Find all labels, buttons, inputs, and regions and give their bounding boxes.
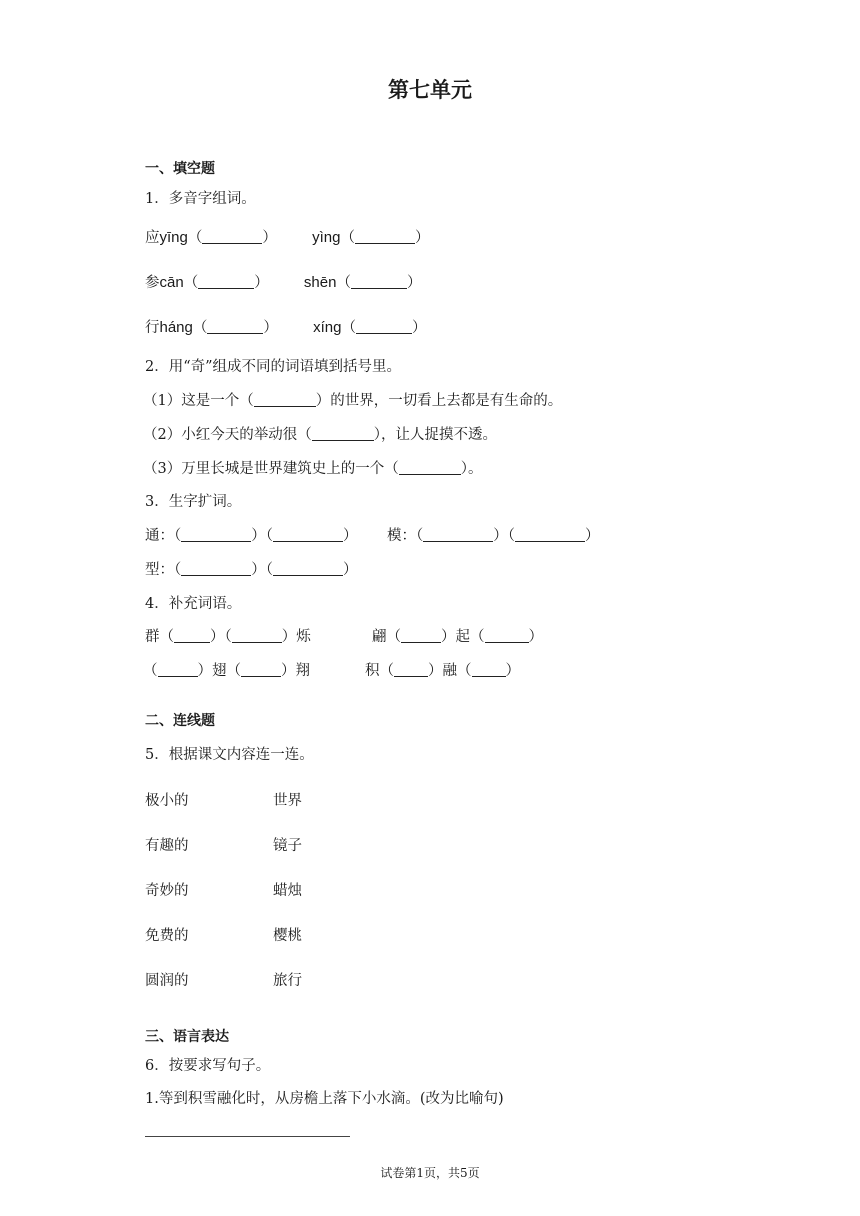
item-text: ）的世界，一切看上去都是有生命的。 — [315, 393, 563, 409]
question-5-prompt: 5．根据课文内容连一连。 — [145, 747, 314, 763]
answer-blank[interactable] — [254, 392, 316, 407]
idiom-char: 翔 — [295, 663, 310, 679]
answer-blank[interactable] — [198, 274, 254, 289]
answer-blank[interactable] — [202, 229, 262, 244]
answer-blank[interactable] — [181, 561, 251, 576]
match-right-item[interactable]: 世界 — [273, 793, 302, 809]
question-1-prompt: 1．多音字组词。 — [145, 191, 256, 207]
answer-blank[interactable] — [158, 662, 198, 677]
target-char: 型 — [145, 562, 160, 578]
answer-blank[interactable] — [423, 527, 493, 542]
polyphone-row-1: 应yīng（ ） yìng（ ） — [145, 229, 430, 246]
polyphone-char: 应 — [145, 230, 160, 246]
question-4-prompt: 4．补充词语。 — [145, 596, 242, 612]
target-char: 通 — [145, 528, 160, 544]
pinyin: yìng — [312, 229, 341, 246]
question-6-item-1: 1.等到积雪融化时，从房檐上落下小水滴。(改为比喻句) — [145, 1091, 504, 1107]
item-text: ）。 — [460, 461, 483, 477]
word-expansion-row-1: 通：（ ）（ ） — [145, 528, 358, 544]
item-text: （1）这是一个（ — [143, 393, 254, 409]
section-heading-fill-in: 一、填空题 — [145, 161, 215, 177]
idiom-completion-4: 积（ ）融（ ） — [365, 663, 520, 679]
question-2-item-1 — [143, 389, 562, 410]
idiom-char: 翅 — [212, 663, 227, 679]
answer-blank[interactable] — [174, 628, 210, 643]
match-left-item[interactable]: 免费的 — [145, 928, 189, 944]
section-heading-matching: 二、连线题 — [145, 713, 215, 729]
question-2-item-3 — [143, 457, 482, 478]
answer-line[interactable] — [145, 1136, 350, 1137]
answer-blank[interactable] — [207, 319, 263, 334]
question-2-item-2 — [143, 423, 497, 444]
word-expansion-row-3: 型：（ ）（ ） — [145, 562, 358, 578]
answer-blank[interactable] — [273, 527, 343, 542]
polyphone-row-3: 行háng（ ） xíng（ ） — [145, 319, 427, 336]
idiom-completion-2: 翩（ ）起（ ） — [372, 629, 543, 645]
polyphone-row-2: 参cān（ ） shēn（ ） — [145, 274, 422, 291]
answer-blank[interactable] — [401, 628, 441, 643]
answer-blank[interactable] — [355, 229, 415, 244]
match-left-item[interactable]: 圆润的 — [145, 973, 189, 989]
idiom-completion-1: 群（ ）（ ）烁 — [145, 629, 311, 645]
answer-blank[interactable] — [394, 662, 428, 677]
match-left-item[interactable]: 有趣的 — [145, 838, 189, 854]
page-footer: 试卷第1页，共5页 — [380, 1166, 480, 1180]
answer-blank[interactable] — [472, 662, 506, 677]
pinyin: yīng — [159, 229, 188, 246]
answer-blank[interactable] — [312, 426, 374, 441]
answer-blank[interactable] — [241, 662, 281, 677]
match-right-item[interactable]: 镜子 — [273, 838, 302, 854]
match-right-item[interactable]: 樱桃 — [273, 928, 302, 944]
page-title: 第七单元 — [388, 78, 472, 102]
target-char: 模 — [387, 528, 402, 544]
answer-blank[interactable] — [356, 319, 412, 334]
answer-blank[interactable] — [399, 460, 461, 475]
polyphone-char: 行 — [145, 320, 160, 336]
answer-blank[interactable] — [232, 628, 282, 643]
idiom-char: 起 — [455, 629, 470, 645]
idiom-char: 烁 — [296, 629, 311, 645]
match-left-item[interactable]: 极小的 — [145, 793, 189, 809]
idiom-char: 翩 — [372, 629, 387, 645]
answer-blank[interactable] — [485, 628, 529, 643]
section-heading-expression: 三、语言表达 — [145, 1029, 229, 1045]
pinyin: xíng — [313, 319, 342, 336]
word-expansion-row-2: 模：（ ）（ ） — [387, 528, 600, 544]
item-text: ），让人捉摸不透。 — [373, 427, 497, 443]
pinyin: cān — [159, 274, 184, 291]
idiom-char: 群 — [145, 629, 160, 645]
item-text: （2）小红今天的举动很（ — [143, 427, 312, 443]
question-3-prompt: 3．生字扩词。 — [145, 494, 242, 510]
answer-blank[interactable] — [351, 274, 407, 289]
question-6-prompt: 6．按要求写句子。 — [145, 1058, 271, 1074]
idiom-char: 积 — [365, 663, 380, 679]
question-2-prompt: 2．用“奇”组成不同的词语填到括号里。 — [145, 359, 402, 375]
answer-blank[interactable] — [273, 561, 343, 576]
answer-blank[interactable] — [515, 527, 585, 542]
answer-blank[interactable] — [181, 527, 251, 542]
item-text: （3）万里长城是世界建筑史上的一个（ — [143, 461, 399, 477]
idiom-completion-3: （ ）翅（ ）翔 — [143, 663, 310, 679]
match-right-item[interactable]: 蜡烛 — [273, 883, 302, 899]
match-left-item[interactable]: 奇妙的 — [145, 883, 189, 899]
pinyin: háng — [159, 319, 193, 336]
pinyin: shēn — [303, 274, 337, 291]
idiom-char: 融 — [442, 663, 457, 679]
polyphone-char: 参 — [145, 275, 160, 291]
match-right-item[interactable]: 旅行 — [273, 973, 302, 989]
